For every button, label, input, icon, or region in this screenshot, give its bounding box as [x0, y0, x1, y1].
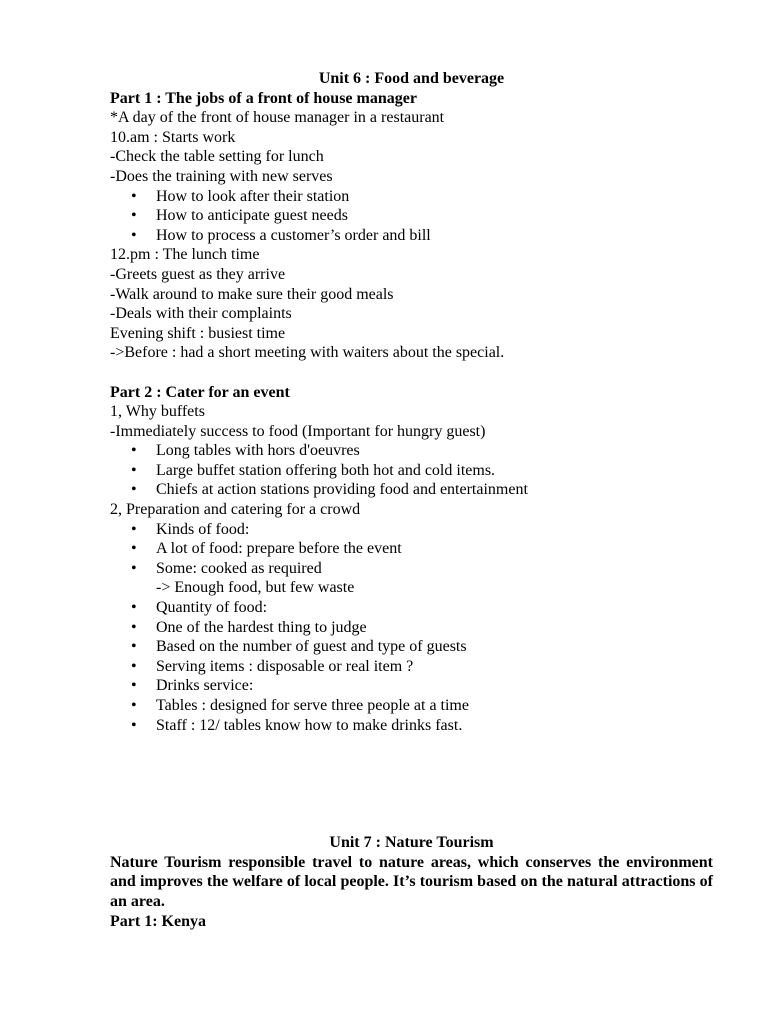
sub-note: -> Enough food, but few waste — [156, 579, 355, 597]
list-item — [110, 696, 713, 716]
bullet-icon: • — [131, 461, 137, 479]
list-item — [110, 657, 713, 677]
list-item-text: A lot of food: prepare before the event — [156, 540, 402, 558]
list-item-text: Kinds of food: — [156, 520, 250, 538]
blank-line — [110, 363, 713, 383]
list-item — [110, 539, 713, 559]
list-item-text: Chiefs at action stations providing food and entertainment — [156, 481, 528, 499]
text-line: 10.am : Starts work — [110, 128, 236, 146]
list-item-text: How to anticipate guest needs — [156, 207, 348, 225]
unit6-part2-heading: Part 2 : Cater for an event — [110, 383, 290, 401]
list-item — [110, 441, 713, 461]
list-item — [110, 226, 713, 246]
list-item-text: Staff : 12/ tables know how to make drinks fast. — [156, 716, 463, 734]
bullet-list — [110, 441, 713, 500]
list-item-text: Long tables with hors d'oeuvres — [156, 442, 360, 460]
text-line: Evening shift : busiest time — [110, 324, 286, 342]
list-item — [110, 461, 713, 481]
unit7-title: Unit 7 : Nature Tourism — [329, 834, 494, 852]
bullet-icon: • — [131, 520, 137, 538]
list-item — [110, 716, 713, 736]
list-item-text: Based on the number of guest and type of guests — [156, 638, 467, 656]
bullet-icon: • — [131, 697, 137, 714]
bullet-icon: • — [131, 226, 137, 244]
text-line: -Deals with their complaints — [110, 305, 292, 323]
bullet-list — [110, 520, 713, 579]
list-item-text: How to look after their station — [156, 187, 350, 205]
unit7-intro: Nature Tourism responsible travel to nature areas, which conserves the environment and improves the welfare of local people. It’s tourism based on the natural attractions of an area. — [110, 853, 713, 910]
document-page — [110, 69, 713, 931]
unit7-part1-heading: Part 1: Kenya — [110, 912, 206, 930]
text-line: -Does the training with new serves — [110, 167, 333, 185]
bullet-icon: • — [131, 599, 137, 617]
text-line: 1, Why buffets — [110, 403, 205, 421]
list-item — [110, 520, 713, 540]
text-line: 12.pm : The lunch time — [110, 246, 260, 264]
bullet-icon: • — [131, 618, 137, 636]
text-line: -Walk around to make sure their good meals — [110, 285, 394, 303]
list-item-text: Quantity of food: — [156, 599, 268, 617]
bullet-list — [110, 598, 713, 735]
list-item — [110, 480, 713, 500]
list-item-text: Serving items : disposable or real item ? — [156, 657, 414, 675]
list-item-text: How to process a customer’s order and bill — [156, 226, 431, 244]
bullet-icon: • — [131, 657, 137, 675]
list-item — [110, 637, 713, 657]
unit6-title: Unit 6 : Food and beverage — [318, 70, 505, 87]
text-line: 2, Preparation and catering for a crowd — [110, 501, 361, 519]
section-gap — [110, 735, 713, 833]
list-item — [110, 559, 713, 579]
list-item — [110, 598, 713, 618]
unit6-part1-heading: Part 1 : The jobs of a front of house manager — [110, 89, 417, 107]
bullet-icon: • — [131, 638, 137, 656]
list-item-text: One of the hardest thing to judge — [156, 618, 367, 636]
bullet-icon: • — [131, 559, 137, 577]
list-item-text: Large buffet station offering both hot and cold items. — [156, 461, 496, 479]
list-item — [110, 187, 713, 207]
text-line: -Check the table setting for lunch — [110, 148, 324, 166]
bullet-list — [110, 187, 713, 246]
bullet-icon: • — [131, 442, 137, 460]
bullet-icon: • — [131, 677, 137, 695]
list-item-text: Tables : designed for serve three people at a time — [156, 697, 469, 714]
text-line: -Greets guest as they arrive — [110, 265, 286, 283]
bullet-icon: • — [131, 481, 137, 499]
text-line: -Immediately success to food (Important for hungry guest) — [110, 422, 486, 440]
list-item-text: Drinks service: — [156, 677, 254, 695]
bullet-icon: • — [131, 207, 137, 225]
list-item — [110, 206, 713, 226]
list-item — [110, 618, 713, 638]
list-item-text: Some: cooked as required — [156, 559, 322, 577]
list-item — [110, 676, 713, 696]
bullet-icon: • — [131, 540, 137, 558]
text-line: ->Before : had a short meeting with waiters about the special. — [110, 344, 505, 362]
bullet-icon: • — [131, 716, 137, 734]
bullet-icon: • — [131, 187, 137, 205]
text-line: *A day of the front of house manager in a restaurant — [110, 109, 445, 127]
